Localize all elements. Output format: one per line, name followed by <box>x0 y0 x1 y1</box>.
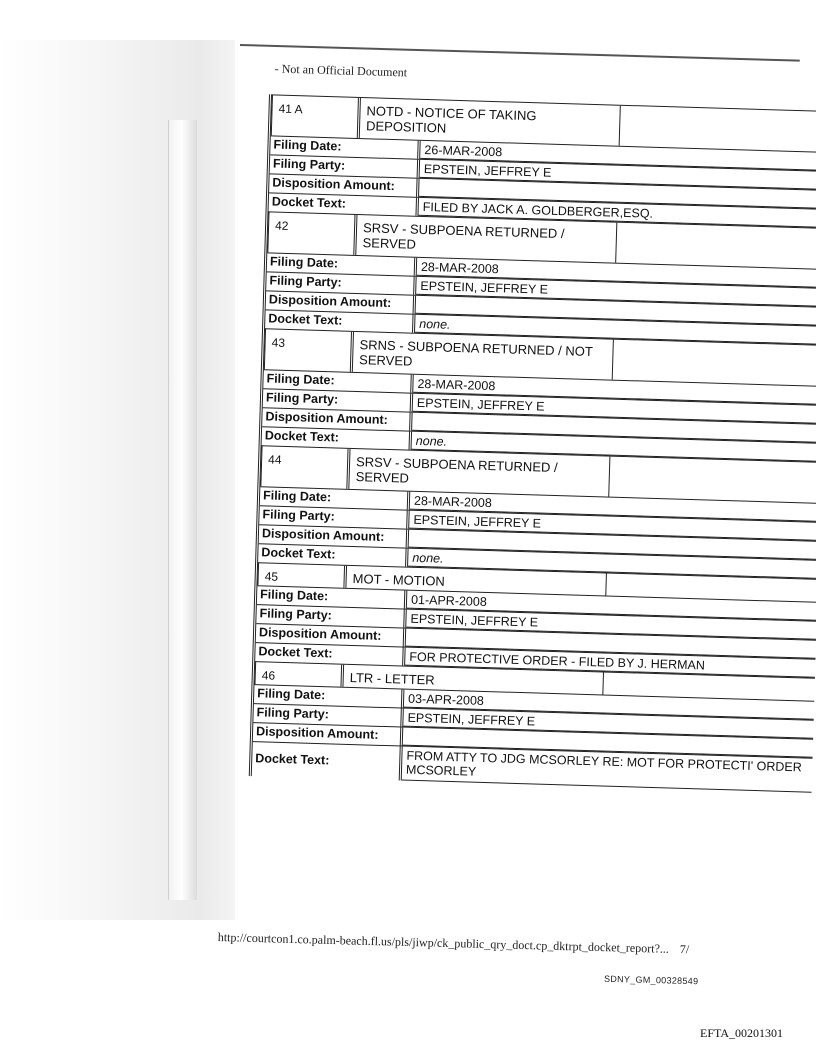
docket-text-value: none. <box>408 549 816 579</box>
filing-date-label: Filing Date: <box>260 487 410 509</box>
scan-shadow <box>0 40 235 920</box>
bates-number: SDNY_GM_00328549 <box>603 973 699 987</box>
docket-text-label: Docket Text: <box>265 310 415 332</box>
filing-party-value: EPSTEIN, JEFFREY E <box>413 394 816 424</box>
entry-type: SRSV - SUBPOENA RETURNED / SERVED <box>356 215 617 263</box>
filing-party-value: EPSTEIN, JEFFREY E <box>409 511 816 541</box>
scanned-docket-page <box>204 60 816 792</box>
docket-text-value: FROM ATTY TO JDG MCSORLEY RE: MOT FOR PROTECTI' ORDER MCSORLEY <box>402 747 813 793</box>
filing-date-value: 28-MAR-2008 <box>413 375 816 405</box>
filing-date-label: Filing Date: <box>257 586 407 608</box>
docket-text-value: FILED BY JACK A. GOLDBERGER,ESQ. <box>418 198 816 228</box>
filing-party-value: EPSTEIN, JEFFREY E <box>406 610 816 640</box>
docket-text-label: Docket Text: <box>258 544 408 566</box>
docket-table <box>249 94 816 792</box>
entry-number: 42 <box>268 212 357 255</box>
filing-date-label: Filing Date: <box>270 136 420 158</box>
disposition-label: Disposition Amount: <box>262 408 412 430</box>
entry-number: 44 <box>261 446 350 489</box>
disposition-label: Disposition Amount: <box>256 624 406 646</box>
filing-date-label: Filing Date: <box>263 370 413 392</box>
filing-date-value: 28-MAR-2008 <box>417 258 816 288</box>
docket-text-label: Docket Text: <box>269 193 419 215</box>
filing-date-value: 28-MAR-2008 <box>410 492 816 522</box>
entry-type: NOTD - NOTICE OF TAKING DEPOSITION <box>360 98 621 146</box>
page-indicator: 7/ <box>679 942 690 957</box>
entry-type: SRSV - SUBPOENA RETURNED / SERVED <box>349 449 610 497</box>
entry-number: 41 A <box>272 95 361 138</box>
entry-type: LTR - LETTER <box>343 665 604 695</box>
disposition-label: Disposition Amount: <box>253 723 403 745</box>
entry-type: MOT - MOTION <box>346 566 607 596</box>
filing-party-label: Filing Party: <box>256 605 406 627</box>
filing-party-label: Filing Party: <box>266 272 416 294</box>
footer-url-text: http://courtcon1.co.palm-beach.fl.us/pls/jiwp/ck_public_qry_doct.cp_dktrpt_docket_report?... <box>217 930 670 956</box>
docket-text-label: Docket Text: <box>252 742 403 780</box>
filing-date-label: Filing Date: <box>267 253 417 275</box>
entry-number: 45 <box>258 563 347 588</box>
page-fold <box>168 120 197 900</box>
disposition-label: Disposition Amount: <box>269 174 419 196</box>
entry-number: 43 <box>265 329 354 372</box>
filing-party-label: Filing Party: <box>263 389 413 411</box>
filing-party-label: Filing Party: <box>253 704 403 726</box>
filing-date-value: 01-APR-2008 <box>407 591 816 621</box>
filing-date-value: 03-APR-2008 <box>404 690 814 720</box>
docket-text-value: FOR PROTECTIVE ORDER - FILED BY J. HERMAN <box>405 648 815 678</box>
footer-url <box>218 930 816 961</box>
filing-date-value: 26-MAR-2008 <box>420 141 816 171</box>
docket-text-value: none. <box>412 432 816 462</box>
docket-text-value: none. <box>415 315 816 345</box>
entry-type: SRNS - SUBPOENA RETURNED / NOT SERVED <box>353 332 614 380</box>
entry-number: 46 <box>255 662 344 687</box>
filing-party-value: EPSTEIN, JEFFREY E <box>420 160 816 190</box>
filing-party-value: EPSTEIN, JEFFREY E <box>416 277 816 307</box>
efta-number: EFTA_00201301 <box>700 1026 784 1040</box>
disposition-label: Disposition Amount: <box>259 525 409 547</box>
filing-date-label: Filing Date: <box>254 685 404 707</box>
filing-party-value: EPSTEIN, JEFFREY E <box>403 709 813 739</box>
docket-text-label: Docket Text: <box>255 643 405 665</box>
filing-party-label: Filing Party: <box>259 506 409 528</box>
disposition-label: Disposition Amount: <box>266 291 416 313</box>
filing-party-label: Filing Party: <box>270 155 420 177</box>
header-note: - Not an Official Document <box>274 61 408 80</box>
docket-text-label: Docket Text: <box>262 427 412 449</box>
